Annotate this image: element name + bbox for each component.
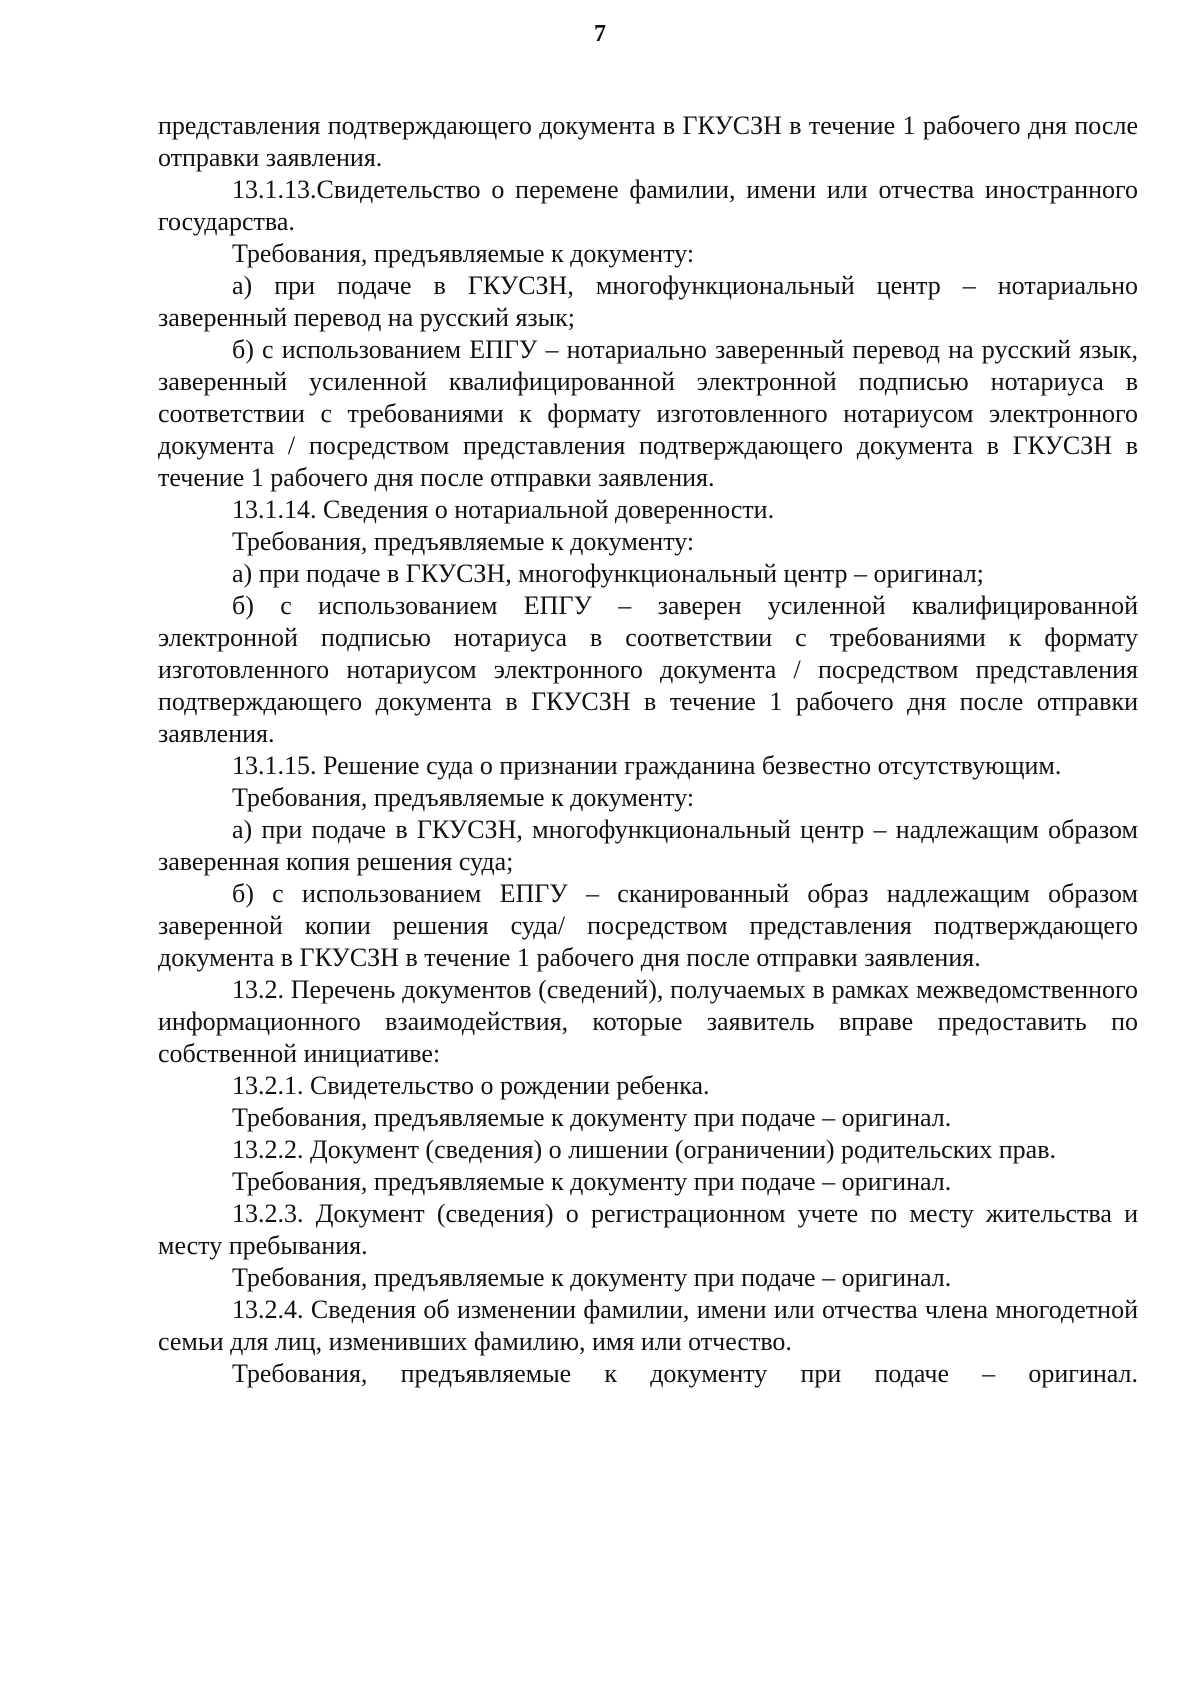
paragraph-13-2-2: 13.2.2. Документ (сведения) о лишении (ограничении) родительских прав.: [232, 1135, 1057, 1164]
paragraph-requirements-original: Требования, предъявляемые к документу при подаче – оригинал.: [232, 1263, 952, 1292]
paragraph-item-a: а) при подаче в ГКУСЗН, многофункциональный центр – нотариально заверенный перевод на русский язык;: [158, 271, 1138, 332]
paragraph-requirements: Требования, предъявляемые к документу:: [232, 239, 695, 268]
paragraph-item-a: а) при подаче в ГКУСЗН, многофункциональный центр – надлежащим образом заверенная копия решения суда;: [158, 815, 1138, 876]
paragraph-13-1-15: 13.1.15. Решение суда о признании гражданина безвестно отсутствующим.: [232, 751, 1062, 780]
paragraph-13-2: 13.2. Перечень документов (сведений), получаемых в рамках межведомственного информационного взаимодействия, которые заявитель вправе предоставить по собственной инициативе:: [158, 975, 1138, 1068]
document-body: [158, 110, 1138, 1390]
paragraph-13-2-1: 13.2.1. Свидетельство о рождении ребенка.: [232, 1071, 710, 1100]
paragraph-item-b: б) с использованием ЕПГУ – нотариально заверенный перевод на русский язык, заверенный усиленной квалифицированной электронной подписью нотариуса в соответствии с требованиями к формату изготовленного нотариусом электронного документа / посредством представления подтверждающего документа в ГКУСЗН в течение 1 рабочего дня после отправки заявления.: [158, 335, 1138, 492]
paragraph-continuation: представления подтверждающего документа в ГКУСЗН в течение 1 рабочего дня после отправки заявления.: [158, 111, 1138, 172]
paragraph-requirements: Требования, предъявляемые к документу:: [232, 527, 695, 556]
paragraph-item-b: б) с использованием ЕПГУ – заверен усиленной квалифицированной электронной подписью нотариуса в соответствии с требованиями к формату изготовленного нотариусом электронного документа / посредством представления подтверждающего документа в ГКУСЗН в течение 1 рабочего дня после отправки заявления.: [158, 591, 1138, 748]
paragraph-item-a: а) при подаче в ГКУСЗН, многофункциональный центр – оригинал;: [232, 559, 984, 588]
page-number: 7: [594, 21, 606, 47]
paragraph-requirements: Требования, предъявляемые к документу:: [232, 783, 695, 812]
paragraph-13-1-14: 13.1.14. Сведения о нотариальной доверенности.: [232, 495, 775, 524]
paragraph-item-b: б) с использованием ЕПГУ – сканированный образ надлежащим образом заверенной копии решения суда/ посредством представления подтверждающего документа в ГКУСЗН в течение 1 рабочего дня после отправки заявления.: [158, 879, 1138, 972]
paragraph-13-2-3: 13.2.3. Документ (сведения) о регистрационном учете по месту жительства и месту пребывания.: [158, 1199, 1138, 1260]
paragraph-requirements-original: Требования, предъявляемые к документу при подаче – оригинал.: [232, 1359, 1138, 1388]
paragraph-requirements-original: Требования, предъявляемые к документу при подаче – оригинал.: [232, 1167, 952, 1196]
paragraph-13-2-4: 13.2.4. Сведения об изменении фамилии, имени или отчества члена многодетной семьи для лиц, изменивших фамилию, имя или отчество.: [158, 1295, 1138, 1356]
paragraph-13-1-13: 13.1.13.Свидетельство о перемене фамилии, имени или отчества иностранного государства.: [158, 175, 1138, 236]
paragraph-requirements-original: Требования, предъявляемые к документу при подаче – оригинал.: [232, 1103, 952, 1132]
